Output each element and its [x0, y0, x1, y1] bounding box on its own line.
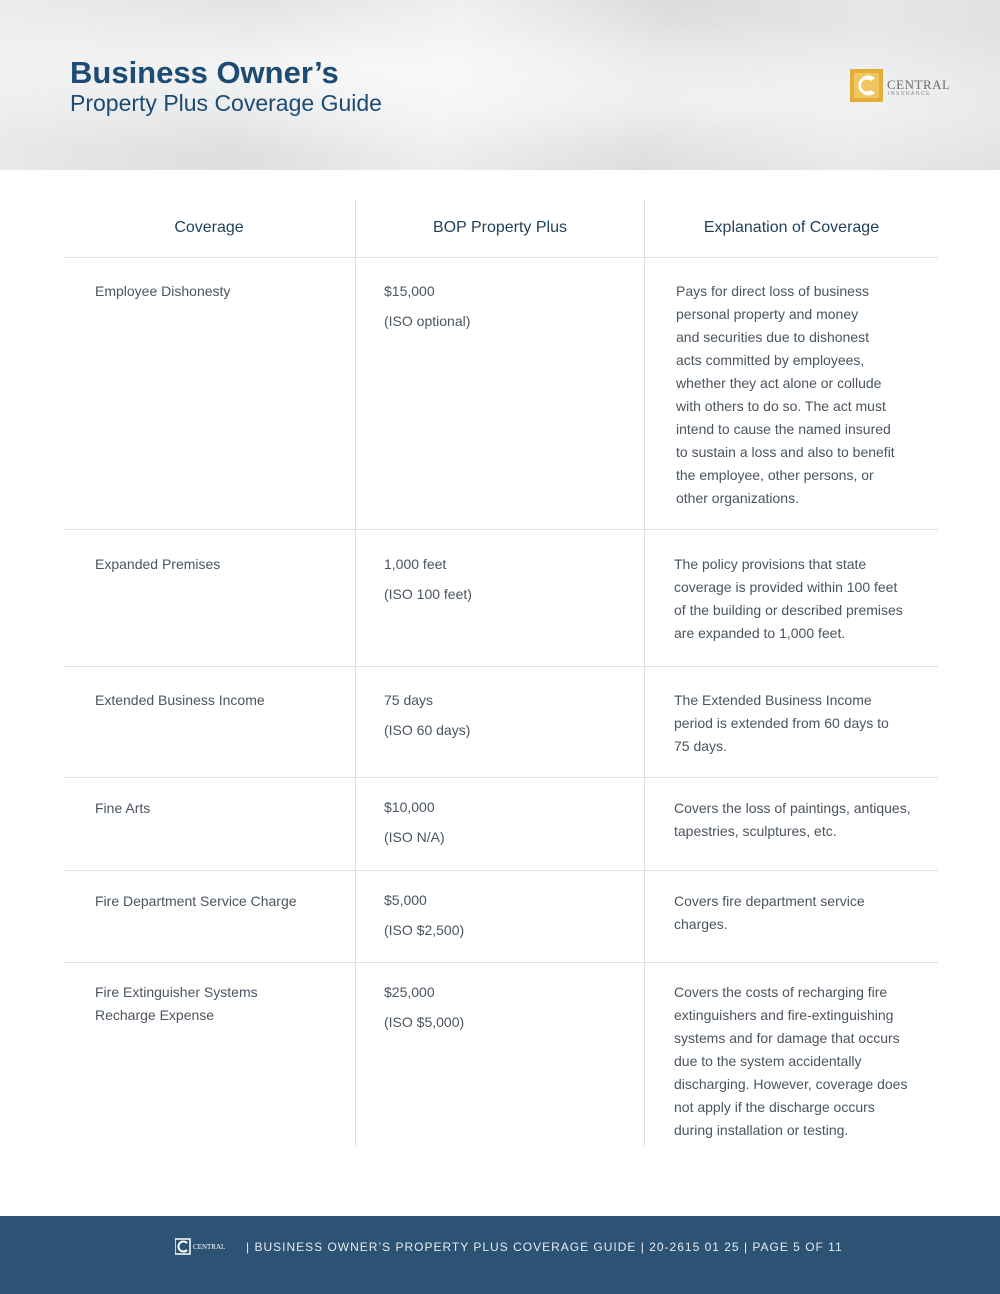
table-row-coverage [95, 553, 335, 576]
iso-comparison: (ISO optional) [384, 313, 471, 329]
explanation-line: during installation or testing. [674, 1122, 849, 1138]
table-row-limit [384, 685, 624, 745]
explanation-line: intend to cause the named insured [676, 421, 891, 437]
explanation-line: of the building or described premises [674, 602, 903, 618]
limit-value: $25,000 [384, 984, 435, 1000]
table-row-limit [384, 885, 624, 945]
explanation-line: coverage is provided within 100 feet [674, 579, 898, 595]
table-row-explanation [676, 280, 931, 510]
coverage-name: Expanded Premises [95, 556, 221, 572]
footer-text: | BUSINESS OWNER’S PROPERTY PLUS COVERAGE GUIDE | 20-2615 01 25 | PAGE 5 OF 11 [246, 1240, 843, 1254]
explanation-line: the employee, other persons, or [676, 467, 874, 483]
row-divider [63, 257, 938, 258]
central-footer-logo-icon [175, 1238, 233, 1256]
logo-wordmark: CENTRAL [887, 77, 951, 92]
table-row-coverage [95, 981, 335, 1027]
limit-value: $10,000 [384, 799, 435, 815]
explanation-line: Covers fire department service [674, 893, 865, 909]
explanation-line: discharging. However, coverage does [674, 1076, 908, 1092]
row-divider [63, 870, 938, 871]
central-insurance-logo [850, 69, 960, 103]
coverage-name: Employee Dishonesty [95, 283, 231, 299]
table-row-coverage [95, 890, 335, 913]
footer-logo-wordmark: CENTRAL [193, 1243, 226, 1251]
column-divider [355, 199, 356, 1147]
column-header-explanation: Explanation of Coverage [703, 219, 880, 236]
page-title: Business Owner’s [70, 55, 339, 90]
explanation-line: with others to do so. The act must [676, 398, 886, 414]
explanation-line: to sustain a loss and also to benefit [676, 444, 895, 460]
explanation-line: Pays for direct loss of business [676, 283, 869, 299]
explanation-line: are expanded to 1,000 feet. [674, 625, 846, 641]
iso-comparison: (ISO 100 feet) [384, 586, 472, 602]
table-row-explanation [674, 553, 929, 645]
row-divider [63, 529, 938, 530]
logo-tagline: INSURANCE [888, 91, 931, 97]
coverage-name: Fire Extinguisher Systems [95, 984, 258, 1000]
explanation-line: personal property and money [676, 306, 859, 322]
coverage-name: Fire Department Service Charge [95, 893, 297, 909]
explanation-line: other organizations. [676, 490, 799, 506]
iso-comparison: (ISO $2,500) [384, 922, 465, 938]
limit-value: 1,000 feet [384, 556, 447, 572]
coverage-name: Extended Business Income [95, 692, 265, 708]
explanation-line: tapestries, sculptures, etc. [674, 823, 837, 839]
coverage-name: Fine Arts [95, 800, 151, 816]
table-row-explanation [674, 981, 936, 1142]
iso-comparison: (ISO N/A) [384, 829, 445, 845]
limit-value: 75 days [384, 692, 434, 708]
table-row-coverage [95, 280, 335, 303]
explanation-line: extinguishers and fire-extinguishing [674, 1007, 894, 1023]
column-divider [644, 199, 645, 1147]
table-row-limit [384, 549, 624, 609]
explanation-line: 75 days. [674, 738, 727, 754]
table-row-coverage [95, 689, 335, 712]
explanation-line: due to the system accidentally [674, 1053, 862, 1069]
column-header-bop-property-plus: BOP Property Plus [433, 219, 567, 236]
coverage-name: Recharge Expense [95, 1007, 215, 1023]
limit-value: $15,000 [384, 283, 435, 299]
page-footer [0, 1216, 1000, 1294]
explanation-line: charges. [674, 916, 728, 932]
explanation-line: whether they act alone or collude [676, 375, 882, 391]
explanation-line: The Extended Business Income [674, 692, 872, 708]
header-banner [0, 0, 1000, 170]
explanation-line: The policy provisions that state [674, 556, 867, 572]
row-divider [63, 777, 938, 778]
explanation-line: systems and for damage that occurs [674, 1030, 900, 1046]
central-c-logo-icon [850, 69, 883, 102]
table-row-limit [384, 977, 624, 1037]
table-row-limit [384, 792, 624, 852]
column-header-coverage: Coverage [174, 219, 244, 236]
row-divider [63, 962, 938, 963]
explanation-line: Covers the loss of paintings, antiques, [674, 800, 911, 816]
explanation-line: not apply if the discharge occurs [674, 1099, 875, 1115]
table-row-explanation [674, 797, 936, 843]
table-row-explanation [674, 890, 929, 936]
iso-comparison: (ISO 60 days) [384, 722, 471, 738]
explanation-line: acts committed by employees, [676, 352, 865, 368]
iso-comparison: (ISO $5,000) [384, 1014, 465, 1030]
limit-value: $5,000 [384, 892, 427, 908]
explanation-line: period is extended from 60 days to [674, 715, 889, 731]
row-divider [63, 666, 938, 667]
table-row-explanation [674, 689, 929, 758]
explanation-line: and securities due to dishonest [676, 329, 870, 345]
explanation-line: Covers the costs of recharging fire [674, 984, 888, 1000]
table-row-coverage [95, 797, 335, 820]
table-row-limit [384, 276, 624, 336]
page-subtitle: Property Plus Coverage Guide [70, 90, 382, 116]
